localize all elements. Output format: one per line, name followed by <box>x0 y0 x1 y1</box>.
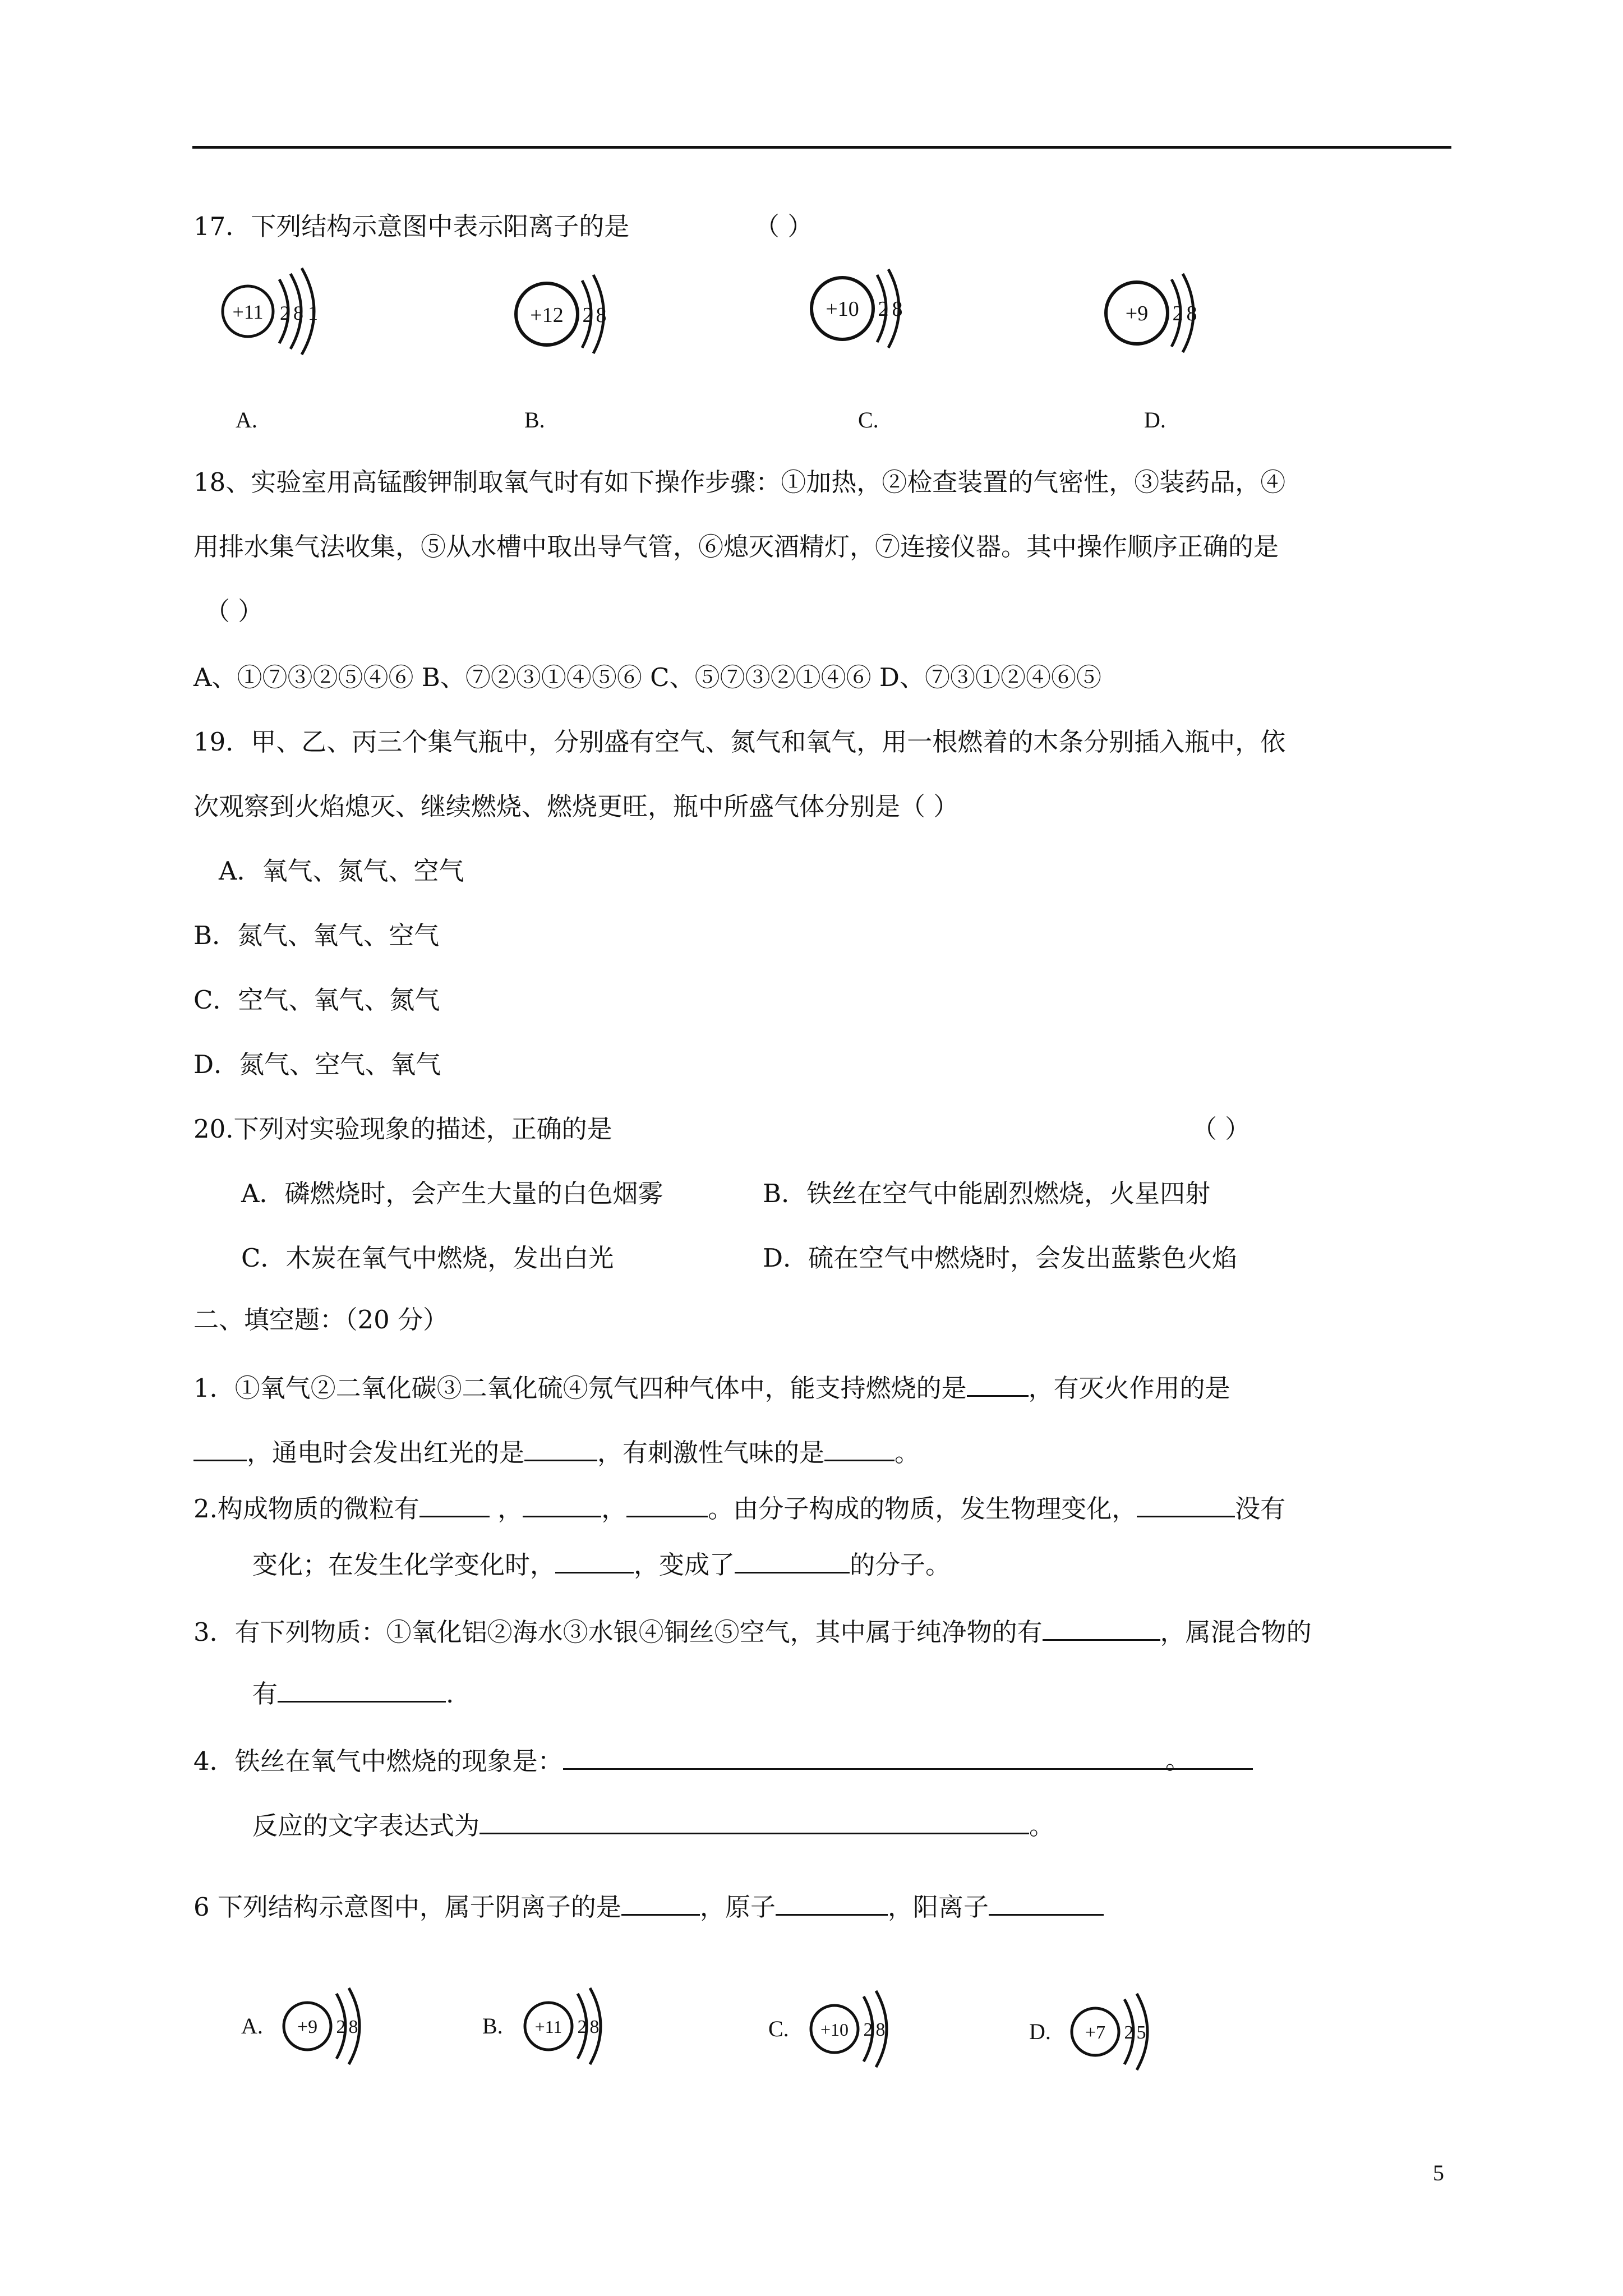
q20-option-d: D．硫在空气中燃烧时，会发出蓝紫色火焰 <box>763 1243 1238 1273</box>
q17-label-c: C. <box>858 407 879 432</box>
q17-answer-paren: （ ） <box>754 211 813 241</box>
fill1-blank-4[interactable] <box>824 1435 895 1461</box>
svg-text:2: 2 <box>336 2017 346 2037</box>
svg-text:+12: +12 <box>530 303 564 327</box>
q17-stem: 17．下列结构示意图中表示阳离子的是 <box>193 211 630 241</box>
fill6-blank-1[interactable] <box>621 1889 700 1916</box>
svg-text:+10: +10 <box>820 2019 849 2040</box>
svg-text:2: 2 <box>577 2017 587 2037</box>
svg-text:2: 2 <box>582 303 593 327</box>
fill6-label-c: C. <box>768 2016 789 2041</box>
svg-text:2: 2 <box>1124 2022 1134 2043</box>
q18-line1: 18、实验室用高锰酸钾制取氧气时有如下操作步骤：①加热，②检查装置的气密性，③装药品，④ <box>193 467 1286 497</box>
svg-text:8: 8 <box>1186 302 1197 325</box>
fill1-blank-1[interactable] <box>967 1370 1029 1397</box>
q20-option-b: B．铁丝在空气中能剧烈燃烧，火星四射 <box>763 1179 1211 1208</box>
fill6-label-b: B. <box>482 2013 503 2039</box>
q19-option-d: D．氮气、空气、氧气 <box>193 1050 441 1079</box>
q19-option-b: B．氮气、氧气、空气 <box>193 921 440 950</box>
fill1-blank-3[interactable] <box>524 1435 597 1461</box>
fill4-line1: 4．铁丝在氧气中燃烧的现象是： <box>193 1743 1253 1778</box>
q17-label-a: A. <box>236 407 257 432</box>
svg-text:2: 2 <box>1172 302 1183 325</box>
svg-text:2: 2 <box>280 302 290 324</box>
q18-answer-paren: （ ） <box>205 596 264 626</box>
svg-text:5: 5 <box>1136 2022 1146 2043</box>
fill6-line: 6 下列结构示意图中，属于阴离子的是 ，原子 ，阳离子 <box>193 1889 1104 1924</box>
fill6-blank-3[interactable] <box>989 1889 1104 1916</box>
fill2-blank-4[interactable] <box>1137 1491 1235 1517</box>
svg-text:+11: +11 <box>232 301 264 323</box>
q17-diagram-c <box>808 261 909 356</box>
q20-option-a: A．磷燃烧时，会产生大量的白色烟雾 <box>241 1179 663 1208</box>
fill2-line1: 2.构成物质的微粒有 ， ， 。由分子构成的物质，发生物理变化， 没有 <box>193 1491 1285 1526</box>
svg-text:+11: +11 <box>534 2017 562 2037</box>
fill2-blank-5[interactable] <box>555 1547 634 1573</box>
svg-text:1: 1 <box>308 302 318 324</box>
header-rule <box>192 146 1451 149</box>
svg-text:8: 8 <box>596 303 607 327</box>
fill3-blank-1[interactable] <box>1043 1614 1160 1641</box>
fill2-line2: 变化；在发生化学变化时， ，变成了 的分子。 <box>252 1547 951 1582</box>
q17-diagram-a <box>219 264 331 359</box>
fill3-line2: 有 . <box>252 1676 454 1711</box>
svg-text:8: 8 <box>875 2019 886 2040</box>
svg-text:8: 8 <box>892 297 903 321</box>
svg-text:+9: +9 <box>1125 302 1149 325</box>
q17-diagram-b <box>510 264 611 359</box>
fill1-blank-2[interactable] <box>193 1435 247 1461</box>
fill4-blank-1[interactable] <box>563 1743 1253 1770</box>
fill6-label-a: A. <box>241 2013 263 2039</box>
fill2-blank-1[interactable] <box>419 1491 490 1517</box>
fill2-blank-6[interactable] <box>735 1547 850 1573</box>
fill6-diagram-a <box>275 1986 376 2070</box>
q20-option-c: C．木炭在氧气中燃烧，发出白光 <box>241 1243 614 1273</box>
fill3-blank-2[interactable] <box>278 1676 446 1703</box>
fill1-line1: 1．①氧气②二氧化碳③二氧化硫④氖气四种气体中，能支持燃烧的是 ，有灭火作用的是 <box>193 1370 1230 1405</box>
q19-line1: 19．甲、乙、丙三个集气瓶中，分别盛有空气、氮气和氧气，用一根燃着的木条分别插入瓶中，依 <box>193 727 1286 757</box>
q20-stem: 20.下列对实验现象的描述，正确的是 <box>193 1114 612 1144</box>
q19-line2: 次观察到火焰熄灭、继续燃烧、燃烧更旺，瓶中所盛气体分别是（ ） <box>193 792 959 821</box>
q20-answer-paren: （ ） <box>1192 1114 1251 1144</box>
fill6-diagram-b <box>516 1986 617 2070</box>
fill2-blank-2[interactable] <box>523 1491 601 1517</box>
fill6-blank-2[interactable] <box>776 1889 888 1916</box>
svg-text:8: 8 <box>293 302 303 324</box>
q17-label-b: B. <box>524 407 545 432</box>
q19-option-a: A．氧气、氮气、空气 <box>219 856 464 886</box>
q18-line2: 用排水集气法收集，⑤从水槽中取出导气管，⑥熄灭酒精灯，⑦连接仪器。其中操作顺序正确的是 <box>193 532 1279 562</box>
q18-options: A、①⑦③②⑤④⑥ B、⑦②③①④⑤⑥ C、⑤⑦③②①④⑥ D、⑦③①②④⑥⑤ <box>193 662 1101 692</box>
q17-diagram-d <box>1102 264 1203 359</box>
svg-text:2: 2 <box>878 297 889 321</box>
q19-option-c: C．空气、氧气、氮气 <box>193 985 440 1015</box>
svg-text:2: 2 <box>863 2019 873 2040</box>
fill1-line2: ，通电时会发出红光的是 ，有刺激性气味的是 。 <box>193 1435 920 1470</box>
fill6-diagram-c <box>802 1989 903 2073</box>
fill4-line2: 反应的文字表达式为 。 <box>252 1808 1054 1843</box>
svg-text:+10: +10 <box>826 297 859 321</box>
page-number: 5 <box>1433 2160 1444 2185</box>
q17-label-d: D. <box>1144 407 1166 432</box>
svg-text:+9: +9 <box>297 2017 318 2037</box>
fill3-line1: 3．有下列物质：①氧化铝②海水③水银④铜丝⑤空气，其中属于纯净物的有 ，属混合物的 <box>193 1614 1312 1649</box>
section-title: 二、填空题：（20 分） <box>193 1305 449 1335</box>
fill4-blank-2[interactable] <box>479 1808 1029 1834</box>
fill4-line1-period: 。 <box>1165 1745 1191 1775</box>
fill6-diagram-d <box>1063 1991 1164 2076</box>
fill2-blank-3[interactable] <box>626 1491 708 1517</box>
svg-text:+7: +7 <box>1085 2022 1106 2043</box>
svg-text:8: 8 <box>589 2017 600 2037</box>
svg-text:8: 8 <box>348 2017 358 2037</box>
fill6-label-d: D. <box>1029 2019 1051 2044</box>
